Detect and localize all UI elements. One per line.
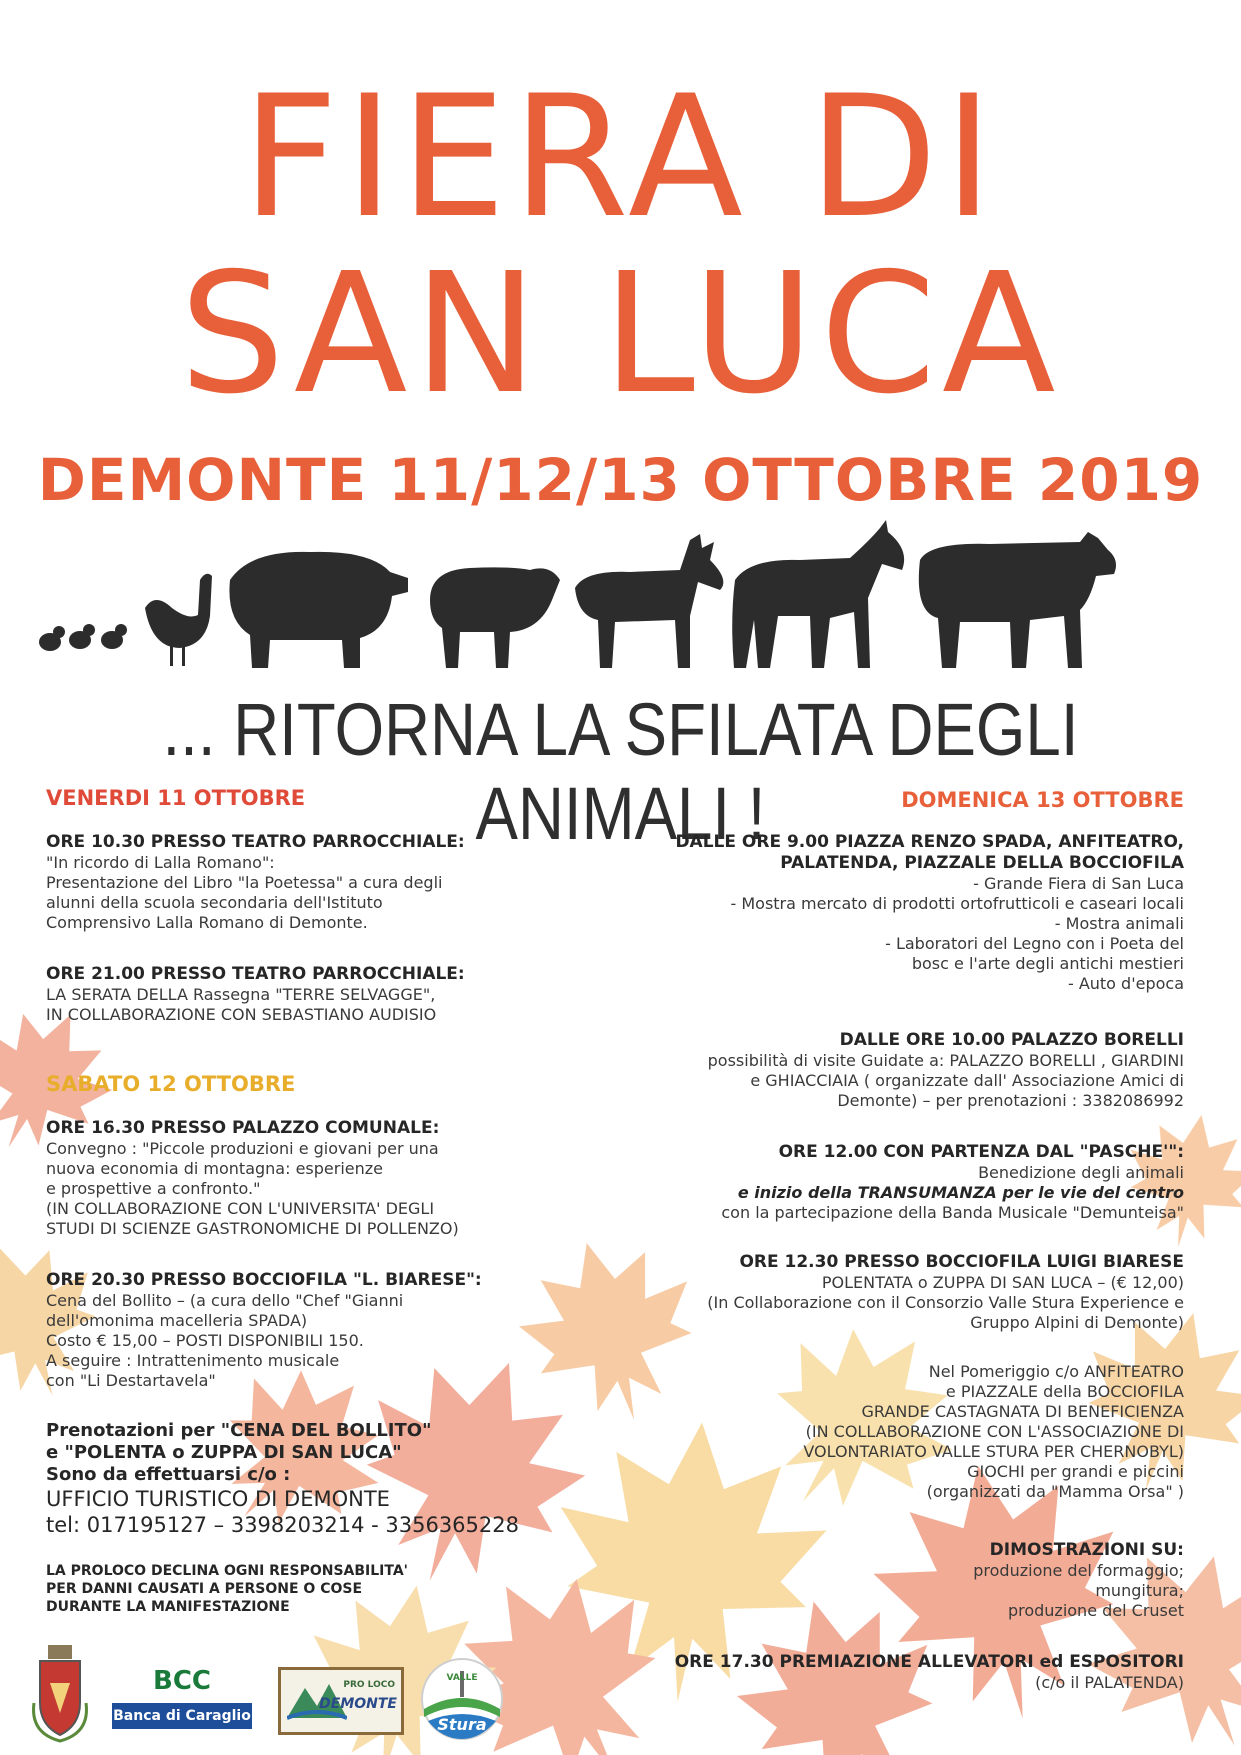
event-text: Convegno : "Piccole produzioni e giovani per una [46,1139,439,1158]
event-time: DALLE ORE 9.00 PIAZZA RENZO SPADA, ANFITEATRO, [675,832,1184,852]
sunday-event-6 [560,1540,1184,1621]
disclaimer-line: LA PROLOCO DECLINA OGNI RESPONSABILITA' [46,1563,408,1579]
poster-title-line2: SAN LUCA [179,238,1062,431]
bcc-logo-text: BCC [153,1666,211,1696]
event-text: produzione del formaggio; [973,1561,1184,1580]
sunday-event-2 [560,1030,1184,1111]
disclaimer [46,1562,566,1616]
event-text: bosc e l'arte degli antichi mestieri [911,954,1184,973]
hen-icon [145,574,212,666]
sunday-event-1 [560,832,1184,994]
event-text: (In Collaborazione con il Consorzio Valle Stura Experience e [707,1293,1184,1312]
event-text: Cena del Bollito – (a cura dello "Chef "Gianni [46,1291,404,1310]
event-text: LA SERATA DELLA Rassegna "TERRE SELVAGGE", [46,985,436,1004]
event-time: ORE 21.00 PRESSO TEATRO PARROCCHIALE: [46,964,465,984]
event-text: e PIAZZALE della BOCCIOFILA [945,1382,1184,1401]
horse-icon [732,520,904,668]
saturday-heading: SABATO 12 OTTOBRE [46,1072,296,1096]
sponsor-logos [20,1635,500,1750]
event-time: ORE 17.30 PREMIAZIONE ALLEVATORI ed ESPOSITORI [674,1652,1184,1672]
event-text: - Mostra mercato di prodotti ortofrutticoli e caseari locali [730,894,1184,913]
donkey-icon [575,534,723,668]
sunday-event-5 [560,1362,1184,1502]
booking-info [46,1420,566,1538]
event-time: ORE 10.30 PRESSO TEATRO PARROCCHIALE: [46,832,465,852]
sunday-event-7 [560,1652,1184,1693]
event-time: ORE 12.30 PRESSO BOCCIOFILA LUIGI BIARESE [739,1252,1184,1272]
event-text: Comprensivo Lalla Romano di Demonte. [46,913,368,932]
chick-icon [101,624,127,649]
event-text: - Auto d'epoca [1067,974,1184,993]
event-text: mungitura; [1095,1581,1184,1600]
event-text: con la partecipazione della Banda Musicale "Demunteisa" [721,1203,1184,1222]
pig-icon [229,552,408,668]
disclaimer-line: DURANTE LA MANIFESTAZIONE [46,1599,290,1615]
event-text: e prospettive a confronto." [46,1179,261,1198]
event-text: POLENTATA o ZUPPA DI SAN LUCA – (€ 12,00) [821,1273,1184,1292]
booking-line: Sono da effettuarsi c/o : [46,1464,291,1485]
bcc-logo [112,1665,252,1733]
event-text: GIOCHI per grandi e piccini [967,1462,1184,1481]
event-text: nuova economia di montagna: esperienze [46,1159,383,1178]
phone-numbers: tel: 017195127 – 3398203214 - 3356365228 [46,1513,519,1537]
sunday-heading: DOMENICA 13 OTTOBRE [901,788,1184,812]
friday-event-1 [46,832,566,933]
event-text: e inizio della TRANSUMANZA per le vie del centro [737,1183,1184,1202]
event-text: Nel Pomeriggio c/o ANFITEATRO [928,1362,1184,1381]
disclaimer-line: PER DANNI CAUSATI A PERSONE O COSE [46,1581,363,1597]
proloco-name-text: DEMONTE [319,1696,397,1712]
event-text: Gruppo Alpini di Demonte) [970,1313,1184,1332]
saturday-event-2 [46,1270,566,1391]
poster-dates: DEMONTE 11/12/13 OTTOBRE 2019 [37,446,1204,514]
sunday-event-4 [560,1252,1184,1333]
proloco-top-text: PRO LOCO [343,1680,395,1690]
event-text: - Mostra animali [1054,914,1184,933]
valle-stura-top-text: VALLE [446,1673,478,1683]
friday-heading: VENERDI 11 OTTOBRE [46,786,306,810]
event-text: - Laboratori del Legno con i Poeta del [885,934,1184,953]
event-time: ORE 16.30 PRESSO PALAZZO COMUNALE: [46,1118,440,1138]
bcc-bank-name: Banca di Caraglio [112,1703,252,1729]
proloco-demonte-logo [278,1667,404,1735]
event-text: possibilità di visite Guidate a: PALAZZO BORELLI , GIARDINI [707,1051,1184,1070]
tourist-office: UFFICIO TURISTICO DI DEMONTE [46,1487,390,1511]
booking-line: Prenotazioni per "CENA DEL BOLLITO" [46,1420,432,1441]
poster-title-line1: FIERA DI [241,59,1000,255]
event-text: "In ricordo di Lalla Romano": [46,853,275,872]
event-text: alunni della scuola secondaria dell'Istituto [46,893,383,912]
sheep-icon [430,567,560,668]
valle-stura-logo [420,1657,504,1741]
event-text: STUDI DI SCIENZE GASTRONOMICHE DI POLLENZO) [46,1219,459,1238]
event-text: A seguire : Intrattenimento musicale [46,1351,340,1370]
event-time: ORE 20.30 PRESSO BOCCIOFILA "L. BIARESE": [46,1270,482,1290]
event-time: DALLE ORE 10.00 PALAZZO BORELLI [839,1030,1184,1050]
event-text: IN COLLABORAZIONE CON SEBASTIANO AUDISIO [46,1005,437,1024]
event-text: (c/o il PALATENDA) [1035,1673,1184,1692]
chick-icon [39,626,65,651]
demonte-coat-of-arms-icon [30,1643,90,1743]
event-text: produzione del Cruset [1007,1601,1184,1620]
event-text: (organizzati da "Mamma Orsa" ) [926,1482,1184,1501]
event-text: - Grande Fiera di San Luca [973,874,1184,893]
event-text: e GHIACCIAIA ( organizzate dall' Associazione Amici di [750,1071,1184,1090]
event-time: PALATENDA, PIAZZALE DELLA BOCCIOFILA [780,853,1184,873]
sunday-event-3 [560,1142,1184,1223]
booking-line: e "POLENTA o ZUPPA DI SAN LUCA" [46,1442,402,1463]
chick-icon [69,624,95,649]
event-text: Costo € 15,00 – POSTI DISPONIBILI 150. [46,1331,364,1350]
cow-icon [919,532,1116,668]
event-text: con "Li Destartavela" [46,1371,216,1390]
event-text: dell'omonima macelleria SPADA) [46,1311,308,1330]
event-text: VOLONTARIATO VALLE STURA PER CHERNOBYL) [803,1442,1184,1461]
event-text: GRANDE CASTAGNATA DI BENEFICIENZA [861,1402,1184,1421]
animal-silhouettes-illustration [30,520,1220,670]
event-text: Demonte) – per prenotazioni : 3382086992 [837,1091,1184,1110]
event-time: DIMOSTRAZIONI SU: [989,1540,1184,1560]
friday-event-2 [46,964,566,1025]
tagline: ... RITORNA LA SFILATA DEGLI ANIMALI ! [162,688,1079,855]
event-time: ORE 12.00 CON PARTENZA DAL "PASCHE'": [778,1142,1184,1162]
event-text: Benedizione degli animali [978,1163,1184,1182]
valle-stura-name-text: Stura [437,1715,487,1734]
event-text: Presentazione del Libro "la Poetessa" a cura degli [46,873,443,892]
event-text: (IN COLLABORAZIONE CON L'ASSOCIAZIONE DI [805,1422,1184,1441]
saturday-event-1 [46,1118,566,1239]
event-text: (IN COLLABORAZIONE CON L'UNIVERSITA' DEGLI [46,1199,435,1218]
